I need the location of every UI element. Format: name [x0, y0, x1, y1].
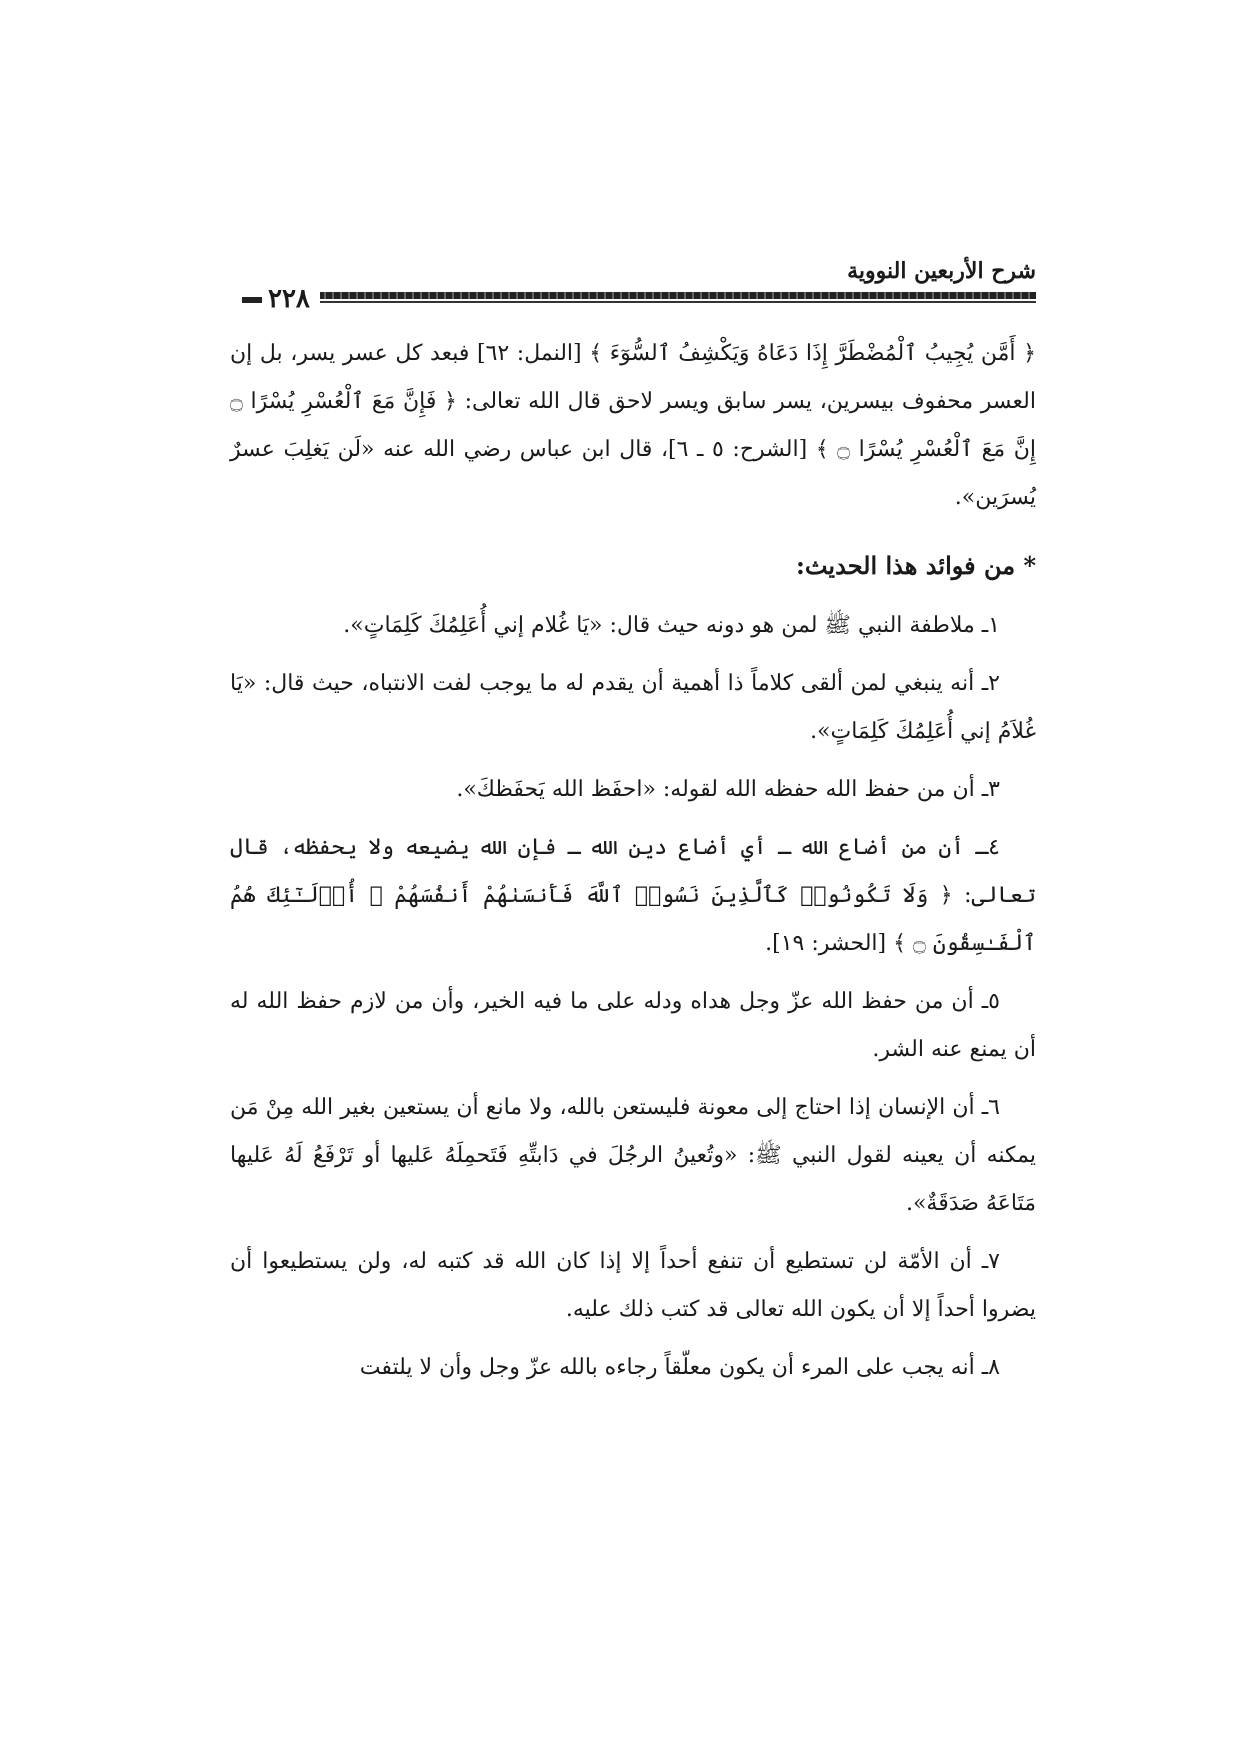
benefit-item-1: ١ـ ملاطفة النبي ﷺ لمن هو دونه حيث قال: «يَا غُلام إني أُعَلِمُكَ كَلِمَاتٍ». [343, 613, 1000, 638]
benefit-item-8: ٨ـ أنه يجب على المرء أن يكون معلّقاً رجاءه بالله عزّ وجل وأن لا يلتفت [359, 1355, 1000, 1380]
benefit-item-6: ٦ـ أن الإنسان إذا احتاج إلى معونة فليستعن بالله، ولا مانع أن يستعين بغير الله مِنْ مَن يمكنه أن يعينه لقول النبي ﷺ: «وتُعينُ الرجُلَ في دَابتِّهِ فَتَحمِلَهُ عَليها أو تَرْفَعُ لَهُ عَليها مَتَاعَهُ صَدَقَةٌ». [230, 1095, 1036, 1216]
benefits-heading: * من فوائد هذا الحديث: [795, 551, 1036, 580]
header-rule-thin [238, 301, 1036, 303]
intro-paragraph: ﴿ أَمَّن يُجِيبُ ٱلْمُضْطَرَّ إِذَا دَعَاهُ وَيَكْشِفُ ٱلسُّوٓءَ ﴾ [النمل: ٦٢] فبعد كل عسر يسر، بل إن العسر محفوف بيسرين، يسر سابق ويسر لاحق قال الله تعالى: ﴿ فَإِنَّ مَعَ ٱلْعُسْرِ يُسْرًا ۝ إِنَّ مَعَ ٱلْعُسْرِ يُسْرًا ۝ ﴾ [الشرح: ٥ ـ ٦]، قال ابن عباس رضي الله عنه «لَن يَغلِبَ عسرٌ يُسرَين». [230, 341, 1036, 510]
benefit-item-2: ٢ـ أنه ينبغي لمن ألقى كلاماً ذا أهمية أن يقدم له ما يوجب لفت الانتباه، حيث قال: «يَا غُلاَمُ إني أُعَلِمُكَ كَلِمَاتٍ». [230, 671, 1036, 744]
page-body [230, 330, 1036, 1402]
page-header [238, 258, 1036, 318]
page-number: ٢٢٨ [238, 284, 320, 314]
benefit-item-5: ٥ـ أن من حفظ الله عزّ وجل هداه ودله على ما فيه الخير، وأن من لازم حفظ الله له أن يمنع عنه الشر. [230, 989, 1036, 1062]
header-rule [238, 292, 1036, 299]
benefit-item-4: ٤ـ أن من أضاع الله ـ أي أضاع دين الله ـ فإن الله يضيعه ولا يحفظه، قال تعالى: ﴿ وَلَا تَكُونُوا۟ كَٱلَّذِينَ نَسُوا۟ ٱللَّهَ فَأَنسَىٰهُمْ أَنفُسَهُمْ ۚ أُو۟لَـٰٓئِكَ هُمُ ٱلْفَـٰسِقُونَ ۝ ﴾ [الحشر: ١٩]. [230, 835, 1036, 956]
benefit-item-3: ٣ـ أن من حفظ الله حفظه الله لقوله: «احفَظ الله يَحفَظكَ». [456, 777, 1000, 802]
book-title: شرح الأربعين النووية [847, 258, 1036, 284]
benefit-item-7: ٧ـ أن الأمّة لن تستطيع أن تنفع أحداً إلا إذا كان الله قد كتبه له، ولن يستطيعوا أن يضروا أحداً إلا أن يكون الله تعالى قد كتب ذلك عليه. [230, 1249, 1036, 1322]
